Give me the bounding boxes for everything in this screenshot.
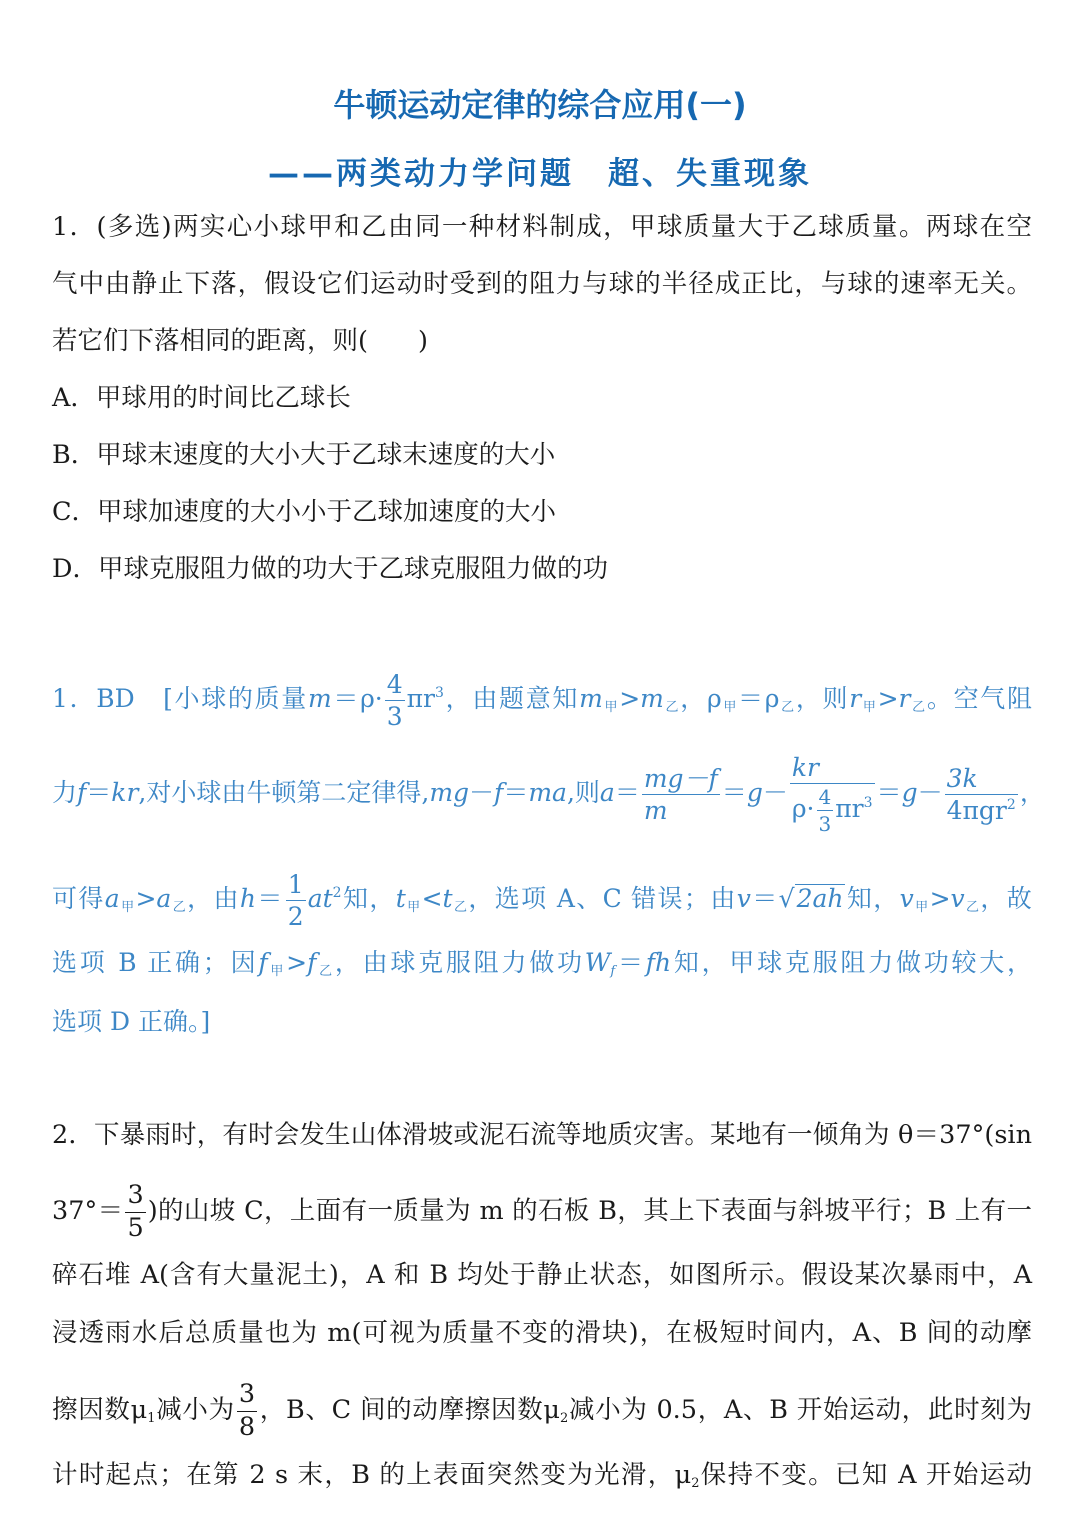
- option-d: D．甲球克服阻力做的功大于乙球克服阻力做的功: [52, 554, 608, 584]
- question-2-line-5: 擦因数$\mu_1$减小为 $\frac{3}{8}$ ，B、C 间的动摩擦因数$\mu_2$减小为 0.5，A、B 开始运动，此时刻为: [52, 1379, 1032, 1442]
- answer-1-line-1: 1．BD [小球的质量m＝ρ· $\frac{4}{3}$ $\pi r^3$，由题意知$m_甲>m_乙$，$\rho_甲=\rho_乙$，则$r_甲>r_乙$。空气阻: [52, 670, 1032, 731]
- option-b: B．甲球末速度的大小大于乙球末速度的大小: [52, 440, 556, 470]
- question-2-line-2: 37°＝ $\frac{3}{5}$ )的山坡 C，上面有一质量为 m 的石板 B，其上下表面与斜坡平行；B 上有一: [52, 1180, 1032, 1243]
- answer-1-line-4: 选项 B 正确；因$f_甲>f_乙$，由球克服阻力做功$W_f=fh$知，甲球克服阻力做功较大，: [52, 948, 1032, 979]
- question-2-line-1: 2．下暴雨时，有时会发生山体滑坡或泥石流等地质灾害。某地有一倾角为 θ＝37°(sin: [52, 1120, 1032, 1150]
- answer-1-line-2: 力f＝kr,对小球由牛顿第二定律得,mg－f＝ma,则a＝ $\frac{mg-f}{m}$ ＝g－ kr ρ· $\frac{4}{3}$ $\pi r^3$ ＝g－ $\frac{3k}{4\pi gr^2}$ ，: [52, 753, 1045, 836]
- question-1-line-1: 1．(多选)两实心小球甲和乙由同一种材料制成，甲球质量大于乙球质量。两球在空: [52, 212, 1032, 242]
- question-1-line-2: 气中由静止下落，假设它们运动时受到的阻力与球的半径成正比，与球的速率无关。: [52, 269, 1032, 299]
- option-a: A．甲球用的时间比乙球长: [52, 383, 351, 413]
- question-2-line-4: 浸透雨水后总质量也为 m(可视为质量不变的滑块)，在极短时间内，A、B 间的动摩: [52, 1318, 1032, 1348]
- option-c: C．甲球加速度的大小小于乙球加速度的大小: [52, 497, 557, 527]
- question-2-line-6: 计时起点；在第 2 s 末，B 的上表面突然变为光滑，$\mu_2$保持不变。已知 A 开始运动: [52, 1460, 1032, 1491]
- page-title: 牛顿运动定律的综合应用(一): [333, 86, 747, 124]
- answer-1-line-5: 选项 D 正确。]: [52, 1007, 211, 1036]
- question-1-line-3: 若它们下落相同的距离，则( ): [52, 326, 428, 356]
- page-subtitle: ——两类动力学问题 超、失重现象: [268, 156, 812, 192]
- answer-1-line-3: 可得$a_甲>a_乙$，由h＝ $\frac{1}{2}$ $at^2$知，$t_甲<t_乙$，选项 A、C 错误；由v＝√2ah知，$v_甲>v_乙$，故: [52, 870, 1032, 931]
- question-2-line-3: 碎石堆 A(含有大量泥土)，A 和 B 均处于静止状态，如图所示。假设某次暴雨中，A: [52, 1260, 1032, 1290]
